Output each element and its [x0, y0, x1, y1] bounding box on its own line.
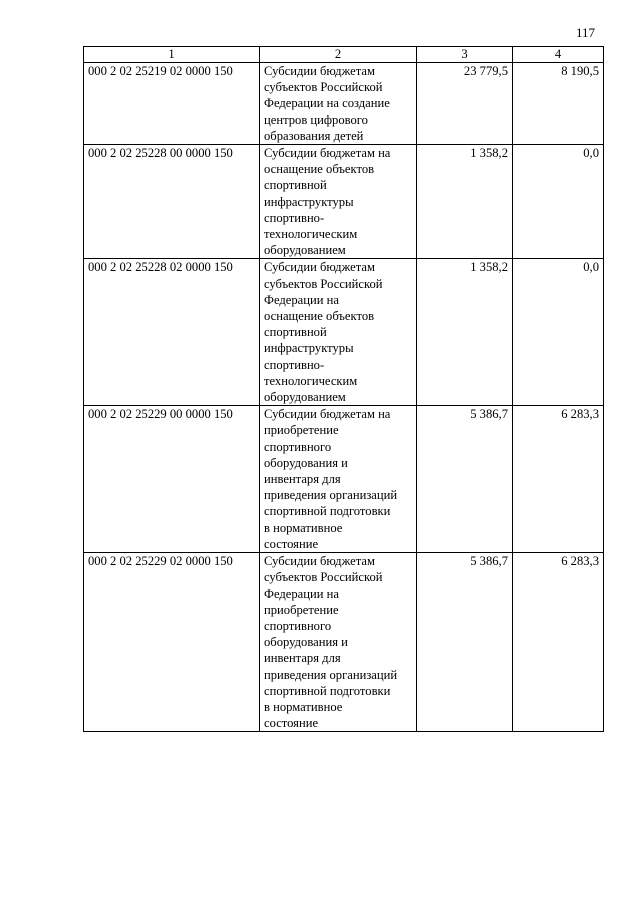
column-header-1: 1 — [84, 47, 260, 63]
description-line: спортивно- — [264, 357, 325, 372]
header-row — [84, 47, 604, 63]
description-line: инфраструктуры — [264, 341, 354, 356]
description-line: Субсидии бюджетам на — [264, 407, 391, 422]
description — [260, 63, 417, 145]
amount-col3: 23 779,5 — [417, 63, 513, 145]
description-line: оснащение объектов — [264, 162, 375, 177]
budget-code: 000 2 02 25229 00 0000 150 — [84, 406, 260, 553]
description-line: спортивного — [264, 618, 332, 633]
amount-col4: 0,0 — [513, 259, 604, 406]
table-row — [84, 63, 604, 145]
description-line: субъектов Российской — [264, 570, 383, 585]
description-line: спортивно- — [264, 210, 325, 225]
description-line: субъектов Российской — [264, 276, 383, 291]
column-header-3: 3 — [417, 47, 513, 63]
description-line: инвентаря для — [264, 472, 341, 487]
budget-code: 000 2 02 25219 02 0000 150 — [84, 63, 260, 145]
table-row — [84, 553, 604, 732]
table-row — [84, 259, 604, 406]
description-line: технологическим — [264, 227, 358, 242]
description-line: оборудованием — [264, 243, 346, 258]
description-line: спортивной — [264, 178, 327, 193]
description-line: спортивной подготовки — [264, 504, 391, 519]
description-line: технологическим — [264, 373, 358, 388]
description-line: центров цифрового — [264, 112, 368, 127]
description-line: Федерации на — [264, 586, 339, 601]
description-line: оборудования и — [264, 455, 348, 470]
amount-col4: 8 190,5 — [513, 63, 604, 145]
budget-code: 000 2 02 25229 02 0000 150 — [84, 553, 260, 732]
amount-col3: 5 386,7 — [417, 553, 513, 732]
description-line: спортивной подготовки — [264, 683, 391, 698]
description-line: приобретение — [264, 423, 339, 438]
description-line: оборудования и — [264, 635, 348, 650]
amount-col4: 6 283,3 — [513, 553, 604, 732]
amount-col3: 1 358,2 — [417, 145, 513, 259]
description-line: оборудованием — [264, 390, 346, 405]
column-header-2: 2 — [260, 47, 417, 63]
table-row — [84, 145, 604, 259]
description-line: Федерации на создание — [264, 96, 390, 111]
description-line: Субсидии бюджетам — [264, 554, 375, 569]
column-header-4: 4 — [513, 47, 604, 63]
budget-code: 000 2 02 25228 00 0000 150 — [84, 145, 260, 259]
budget-code: 000 2 02 25228 02 0000 150 — [84, 259, 260, 406]
description-line: субъектов Российской — [264, 80, 383, 95]
budget-table — [83, 46, 604, 732]
amount-col4: 0,0 — [513, 145, 604, 259]
description — [260, 145, 417, 259]
description-line: инвентаря для — [264, 651, 341, 666]
page-number: 117 — [575, 25, 595, 40]
description-line: образования детей — [264, 128, 364, 143]
description-line: состояние — [264, 536, 319, 551]
description-line: инфраструктуры — [264, 194, 354, 209]
description-line: оснащение объектов — [264, 309, 375, 324]
description — [260, 259, 417, 406]
description-line: Федерации на — [264, 292, 339, 307]
table-body — [84, 63, 604, 732]
description-line: Субсидии бюджетам — [264, 64, 375, 78]
amount-col4: 6 283,3 — [513, 406, 604, 553]
description-line: спортивного — [264, 439, 332, 454]
amount-col3: 5 386,7 — [417, 406, 513, 553]
description-line: Субсидии бюджетам — [264, 260, 375, 275]
description — [260, 406, 417, 553]
description-line: в нормативное — [264, 699, 343, 714]
table-row — [84, 406, 604, 553]
amount-col3: 1 358,2 — [417, 259, 513, 406]
description-line: приведения организаций — [264, 667, 398, 682]
description-line: приобретение — [264, 602, 339, 617]
description-line: приведения организаций — [264, 488, 398, 503]
description — [260, 553, 417, 732]
description-line: спортивной — [264, 325, 327, 340]
description-line: Субсидии бюджетам на — [264, 146, 391, 161]
description-line: в нормативное — [264, 520, 343, 535]
description-line: состояние — [264, 716, 319, 731]
